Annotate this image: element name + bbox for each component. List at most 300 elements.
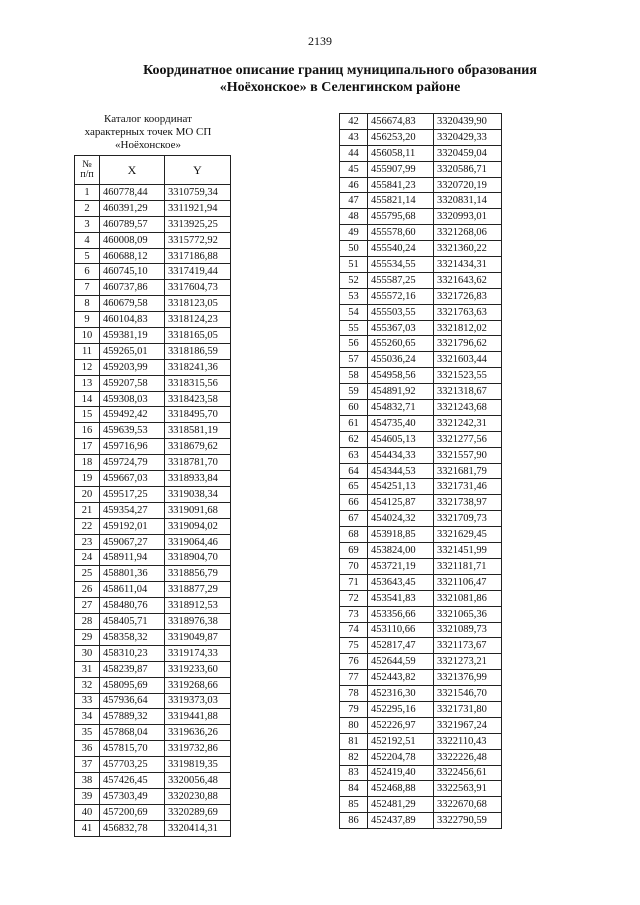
point-number: 8: [75, 296, 100, 312]
x-coordinate: 460778,44: [100, 185, 165, 201]
table-row: [75, 280, 231, 296]
x-coordinate: 453356,66: [368, 606, 434, 622]
point-number: 77: [340, 670, 368, 686]
table-row: [75, 423, 231, 439]
y-coordinate: 3322226,48: [434, 749, 502, 765]
y-coordinate: 3322563,91: [434, 781, 502, 797]
coordinates-table-right: [339, 113, 502, 829]
table-row: [340, 320, 502, 336]
x-coordinate: 452644,59: [368, 654, 434, 670]
table-row: [75, 248, 231, 264]
y-coordinate: 3321603,44: [434, 352, 502, 368]
point-number: 3: [75, 216, 100, 232]
point-number: 56: [340, 336, 368, 352]
point-number: 84: [340, 781, 368, 797]
y-coordinate: 3321268,06: [434, 225, 502, 241]
table-row: [75, 518, 231, 534]
table-row: [340, 431, 502, 447]
point-number: 1: [75, 185, 100, 201]
x-coordinate: 458911,94: [100, 550, 165, 566]
y-coordinate: 3320720,19: [434, 177, 502, 193]
y-coordinate: 3321273,21: [434, 654, 502, 670]
point-number: 76: [340, 654, 368, 670]
y-coordinate: 3322670,68: [434, 797, 502, 813]
y-coordinate: 3321243,68: [434, 400, 502, 416]
y-coordinate: 3321065,36: [434, 606, 502, 622]
point-number: 53: [340, 288, 368, 304]
y-coordinate: 3318912,53: [165, 598, 231, 614]
table-row: [75, 725, 231, 741]
table-row: [340, 336, 502, 352]
point-number: 58: [340, 368, 368, 384]
y-coordinate: 3321318,67: [434, 384, 502, 400]
x-coordinate: 453541,83: [368, 590, 434, 606]
table-row: [75, 264, 231, 280]
x-coordinate: 455578,60: [368, 225, 434, 241]
point-number: 45: [340, 161, 368, 177]
x-coordinate: 460745,10: [100, 264, 165, 280]
x-coordinate: 459724,79: [100, 455, 165, 471]
y-coordinate: 3321106,47: [434, 574, 502, 590]
table-row: [340, 686, 502, 702]
table-row: [340, 670, 502, 686]
x-coordinate: 452437,89: [368, 813, 434, 829]
point-number: 54: [340, 304, 368, 320]
y-coordinate: 3317186,88: [165, 248, 231, 264]
point-number: 78: [340, 686, 368, 702]
table-row: [340, 574, 502, 590]
y-coordinate: 3318933,84: [165, 471, 231, 487]
x-coordinate: 459381,19: [100, 328, 165, 344]
table-row: [340, 654, 502, 670]
table-row: [75, 709, 231, 725]
y-coordinate: 3320289,69: [165, 804, 231, 820]
point-number: 22: [75, 518, 100, 534]
table-row: [75, 200, 231, 216]
y-coordinate: 3319094,02: [165, 518, 231, 534]
table-row: [340, 114, 502, 130]
x-coordinate: 452419,40: [368, 765, 434, 781]
y-coordinate: 3321173,67: [434, 638, 502, 654]
x-coordinate: 459265,01: [100, 343, 165, 359]
y-coordinate: 3320414,31: [165, 820, 231, 836]
point-number: 61: [340, 415, 368, 431]
point-number: 72: [340, 590, 368, 606]
x-coordinate: 455795,68: [368, 209, 434, 225]
table-row: [75, 486, 231, 502]
table-row: [75, 677, 231, 693]
point-number: 34: [75, 709, 100, 725]
table-row: [340, 129, 502, 145]
table-row: [340, 352, 502, 368]
point-number: 57: [340, 352, 368, 368]
x-coordinate: 454434,33: [368, 447, 434, 463]
x-coordinate: 458095,69: [100, 677, 165, 693]
caption-line-1: Каталог координат: [104, 113, 192, 125]
y-coordinate: 3319064,46: [165, 534, 231, 550]
y-coordinate: 3321242,31: [434, 415, 502, 431]
x-coordinate: 460008,09: [100, 232, 165, 248]
point-number: 4: [75, 232, 100, 248]
x-coordinate: 454605,13: [368, 431, 434, 447]
x-coordinate: 454891,92: [368, 384, 434, 400]
x-coordinate: 454958,56: [368, 368, 434, 384]
table-row: [340, 733, 502, 749]
x-coordinate: 455036,24: [368, 352, 434, 368]
x-coordinate: 453824,00: [368, 543, 434, 559]
x-coordinate: 459667,03: [100, 471, 165, 487]
point-number: 17: [75, 439, 100, 455]
point-number: 35: [75, 725, 100, 741]
point-number: 12: [75, 359, 100, 375]
y-coordinate: 3322110,43: [434, 733, 502, 749]
point-number: 47: [340, 193, 368, 209]
table-row: [340, 606, 502, 622]
x-coordinate: 453110,66: [368, 622, 434, 638]
x-coordinate: 459308,03: [100, 391, 165, 407]
y-coordinate: 3318904,70: [165, 550, 231, 566]
y-coordinate: 3321726,83: [434, 288, 502, 304]
x-coordinate: 452295,16: [368, 701, 434, 717]
y-coordinate: 3319373,03: [165, 693, 231, 709]
x-coordinate: 455367,03: [368, 320, 434, 336]
x-coordinate: 458405,71: [100, 614, 165, 630]
point-number: 13: [75, 375, 100, 391]
x-coordinate: 455540,24: [368, 241, 434, 257]
point-number: 14: [75, 391, 100, 407]
point-number: 43: [340, 129, 368, 145]
x-coordinate: 459192,01: [100, 518, 165, 534]
table-row: [75, 312, 231, 328]
x-coordinate: 454125,87: [368, 495, 434, 511]
caption-line-3: «Ноёхонское»: [115, 139, 181, 151]
point-number: 51: [340, 257, 368, 273]
caption-line-2: характерных точек МО СП: [84, 126, 212, 138]
point-number: 30: [75, 645, 100, 661]
table-row: [75, 772, 231, 788]
point-number: 2: [75, 200, 100, 216]
point-number: 86: [340, 813, 368, 829]
x-coordinate: 454251,13: [368, 479, 434, 495]
x-coordinate: 455841,23: [368, 177, 434, 193]
table-row: [75, 455, 231, 471]
y-coordinate: 3321681,79: [434, 463, 502, 479]
x-coordinate: 460679,58: [100, 296, 165, 312]
table-row: [75, 820, 231, 836]
point-number: 19: [75, 471, 100, 487]
point-number: 64: [340, 463, 368, 479]
point-number: 50: [340, 241, 368, 257]
title-line-2: «Ноёхонское» в Селенгинском районе: [219, 80, 461, 95]
table-row: [340, 479, 502, 495]
y-coordinate: 3321763,63: [434, 304, 502, 320]
x-coordinate: 454832,71: [368, 400, 434, 416]
table-row: [340, 701, 502, 717]
point-number: 29: [75, 629, 100, 645]
point-number: 83: [340, 765, 368, 781]
table-row: [75, 534, 231, 550]
y-coordinate: 3318186,59: [165, 343, 231, 359]
table-row: [340, 257, 502, 273]
y-coordinate: 3321629,45: [434, 527, 502, 543]
point-number: 21: [75, 502, 100, 518]
y-coordinate: 3320439,90: [434, 114, 502, 130]
x-coordinate: 454024,32: [368, 511, 434, 527]
y-coordinate: 3320459,04: [434, 145, 502, 161]
point-number: 15: [75, 407, 100, 423]
table-row: [75, 566, 231, 582]
table-row: [340, 241, 502, 257]
y-coordinate: 3311921,94: [165, 200, 231, 216]
table-row: [75, 471, 231, 487]
point-number: 41: [75, 820, 100, 836]
point-number: 65: [340, 479, 368, 495]
table-row: [75, 661, 231, 677]
table-row: [75, 407, 231, 423]
table-row: [75, 232, 231, 248]
table-row: [340, 590, 502, 606]
table-row: [340, 813, 502, 829]
table-row: [340, 368, 502, 384]
y-coordinate: 3318315,56: [165, 375, 231, 391]
y-coordinate: 3318495,70: [165, 407, 231, 423]
header-x: X: [100, 156, 165, 185]
x-coordinate: 458310,23: [100, 645, 165, 661]
y-coordinate: 3318123,05: [165, 296, 231, 312]
x-coordinate: 459207,58: [100, 375, 165, 391]
x-coordinate: 452468,88: [368, 781, 434, 797]
x-coordinate: 459639,53: [100, 423, 165, 439]
point-number: 63: [340, 447, 368, 463]
point-number: 59: [340, 384, 368, 400]
y-coordinate: 3321089,73: [434, 622, 502, 638]
y-coordinate: 3317604,73: [165, 280, 231, 296]
x-coordinate: 459492,42: [100, 407, 165, 423]
y-coordinate: 3320993,01: [434, 209, 502, 225]
table-row: [340, 543, 502, 559]
y-coordinate: 3320831,14: [434, 193, 502, 209]
table-row: [75, 216, 231, 232]
x-coordinate: 459716,96: [100, 439, 165, 455]
x-coordinate: 460737,86: [100, 280, 165, 296]
x-coordinate: 457426,45: [100, 772, 165, 788]
point-number: 68: [340, 527, 368, 543]
point-number: 7: [75, 280, 100, 296]
y-coordinate: 3315772,92: [165, 232, 231, 248]
point-number: 9: [75, 312, 100, 328]
y-coordinate: 3321277,56: [434, 431, 502, 447]
table-row: [75, 375, 231, 391]
table-row: [340, 558, 502, 574]
header-y: Y: [165, 156, 231, 185]
y-coordinate: 3318679,62: [165, 439, 231, 455]
point-number: 32: [75, 677, 100, 693]
point-number: 23: [75, 534, 100, 550]
y-coordinate: 3318877,29: [165, 582, 231, 598]
x-coordinate: 455587,25: [368, 272, 434, 288]
header-number-abbr: п/п: [80, 169, 94, 180]
table-row: [75, 741, 231, 757]
y-coordinate: 3321709,73: [434, 511, 502, 527]
point-number: 82: [340, 749, 368, 765]
x-coordinate: 458358,32: [100, 629, 165, 645]
y-coordinate: 3319636,26: [165, 725, 231, 741]
x-coordinate: 452481,29: [368, 797, 434, 813]
x-coordinate: 456058,11: [368, 145, 434, 161]
y-coordinate: 3318581,19: [165, 423, 231, 439]
y-coordinate: 3318165,05: [165, 328, 231, 344]
point-number: 80: [340, 717, 368, 733]
y-coordinate: 3321738,97: [434, 495, 502, 511]
y-coordinate: 3310759,34: [165, 185, 231, 201]
x-coordinate: 453643,45: [368, 574, 434, 590]
x-coordinate: 460688,12: [100, 248, 165, 264]
point-number: 42: [340, 114, 368, 130]
point-number: 74: [340, 622, 368, 638]
y-coordinate: 3322456,61: [434, 765, 502, 781]
y-coordinate: 3320230,88: [165, 788, 231, 804]
x-coordinate: 457303,49: [100, 788, 165, 804]
y-coordinate: 3321796,62: [434, 336, 502, 352]
x-coordinate: 452204,78: [368, 749, 434, 765]
table-row: [340, 511, 502, 527]
table-row: [340, 797, 502, 813]
point-number: 39: [75, 788, 100, 804]
catalog-caption: [66, 113, 230, 152]
x-coordinate: 456832,78: [100, 820, 165, 836]
table-row: [75, 645, 231, 661]
x-coordinate: 458801,36: [100, 566, 165, 582]
table-row: [340, 225, 502, 241]
table-row: [340, 495, 502, 511]
coordinates-table-left: [74, 155, 231, 837]
table-row: [75, 693, 231, 709]
y-coordinate: 3321557,90: [434, 447, 502, 463]
y-coordinate: 3318781,70: [165, 455, 231, 471]
x-coordinate: 455503,55: [368, 304, 434, 320]
x-coordinate: 456253,20: [368, 129, 434, 145]
y-coordinate: 3319091,68: [165, 502, 231, 518]
y-coordinate: 3321376,99: [434, 670, 502, 686]
x-coordinate: 459203,99: [100, 359, 165, 375]
point-number: 20: [75, 486, 100, 502]
page-number: 2139: [308, 34, 332, 48]
point-number: 79: [340, 701, 368, 717]
table-row: [340, 622, 502, 638]
y-coordinate: 3321451,99: [434, 543, 502, 559]
y-coordinate: 3319819,35: [165, 757, 231, 773]
x-coordinate: 452817,47: [368, 638, 434, 654]
y-coordinate: 3321360,22: [434, 241, 502, 257]
document-title: [60, 62, 620, 96]
table-row: [75, 598, 231, 614]
y-coordinate: 3319049,87: [165, 629, 231, 645]
x-coordinate: 453918,85: [368, 527, 434, 543]
y-coordinate: 3319441,88: [165, 709, 231, 725]
table-row: [340, 400, 502, 416]
table-row: [75, 439, 231, 455]
y-coordinate: 3321643,62: [434, 272, 502, 288]
x-coordinate: 452443,82: [368, 670, 434, 686]
point-number: 55: [340, 320, 368, 336]
table-row: [340, 717, 502, 733]
point-number: 73: [340, 606, 368, 622]
point-number: 40: [75, 804, 100, 820]
y-coordinate: 3318976,38: [165, 614, 231, 630]
y-coordinate: 3321731,46: [434, 479, 502, 495]
y-coordinate: 3322790,59: [434, 813, 502, 829]
point-number: 71: [340, 574, 368, 590]
y-coordinate: 3319174,33: [165, 645, 231, 661]
table-row: [75, 359, 231, 375]
table-row: [75, 328, 231, 344]
x-coordinate: 452316,30: [368, 686, 434, 702]
point-number: 67: [340, 511, 368, 527]
point-number: 48: [340, 209, 368, 225]
y-coordinate: 3321523,55: [434, 368, 502, 384]
x-coordinate: 460391,29: [100, 200, 165, 216]
table-row: [340, 304, 502, 320]
x-coordinate: 455821,14: [368, 193, 434, 209]
point-number: 81: [340, 733, 368, 749]
table-row: [75, 185, 231, 201]
table-row: [340, 463, 502, 479]
y-coordinate: 3321812,02: [434, 320, 502, 336]
point-number: 75: [340, 638, 368, 654]
point-number: 49: [340, 225, 368, 241]
table-row: [340, 765, 502, 781]
point-number: 16: [75, 423, 100, 439]
x-coordinate: 457200,69: [100, 804, 165, 820]
y-coordinate: 3320056,48: [165, 772, 231, 788]
y-coordinate: 3321081,86: [434, 590, 502, 606]
x-coordinate: 452192,51: [368, 733, 434, 749]
point-number: 5: [75, 248, 100, 264]
x-coordinate: 460789,57: [100, 216, 165, 232]
x-coordinate: 455572,16: [368, 288, 434, 304]
y-coordinate: 3321181,71: [434, 558, 502, 574]
table-row: [340, 384, 502, 400]
table-row: [75, 391, 231, 407]
y-coordinate: 3320586,71: [434, 161, 502, 177]
x-coordinate: 456674,83: [368, 114, 434, 130]
y-coordinate: 3318241,36: [165, 359, 231, 375]
table-row: [340, 272, 502, 288]
x-coordinate: 457936,64: [100, 693, 165, 709]
x-coordinate: 453721,19: [368, 558, 434, 574]
table-row: [75, 629, 231, 645]
x-coordinate: 455907,99: [368, 161, 434, 177]
x-coordinate: 454735,40: [368, 415, 434, 431]
title-line-1: Координатное описание границ муниципального образования: [143, 63, 537, 78]
table-row: [340, 749, 502, 765]
table-row: [75, 582, 231, 598]
table-row: [75, 788, 231, 804]
x-coordinate: 452226,97: [368, 717, 434, 733]
y-coordinate: 3321546,70: [434, 686, 502, 702]
point-number: 28: [75, 614, 100, 630]
x-coordinate: 457868,04: [100, 725, 165, 741]
point-number: 52: [340, 272, 368, 288]
x-coordinate: 458480,76: [100, 598, 165, 614]
point-number: 11: [75, 343, 100, 359]
y-coordinate: 3320429,33: [434, 129, 502, 145]
point-number: 85: [340, 797, 368, 813]
y-coordinate: 3319732,86: [165, 741, 231, 757]
y-coordinate: 3318423,58: [165, 391, 231, 407]
table-row: [340, 209, 502, 225]
table-row: [75, 343, 231, 359]
